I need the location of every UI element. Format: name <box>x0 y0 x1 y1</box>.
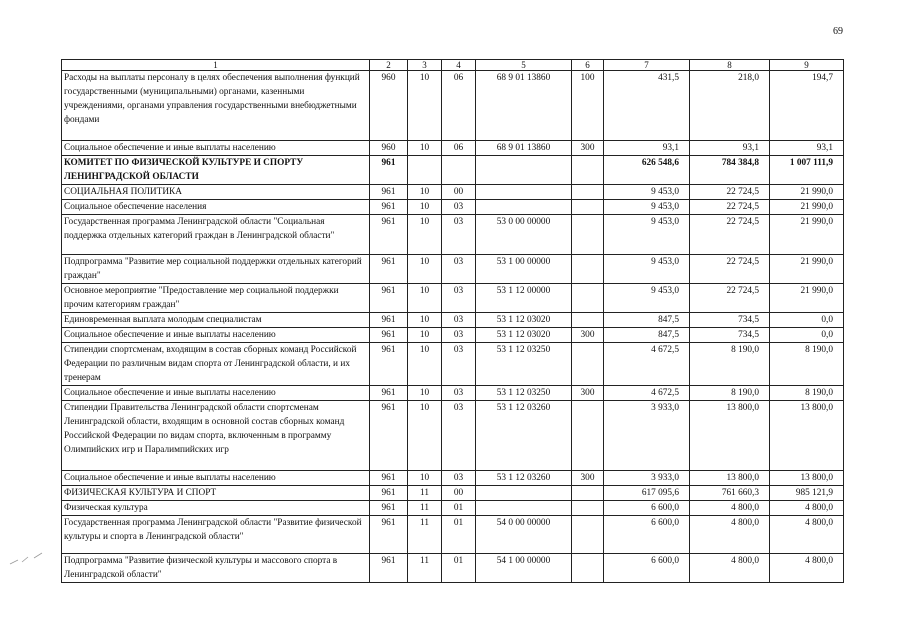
cell-c4: 06 <box>442 141 476 156</box>
cell-c2: 961 <box>370 554 408 583</box>
row-label: Основное мероприятие "Предоставление мер социальной поддержки прочим категориям граждан" <box>62 284 370 313</box>
cell-c3: 11 <box>408 554 442 583</box>
cell-c2: 961 <box>370 284 408 313</box>
cell-c6: 100 <box>572 71 604 141</box>
header-cell: 1 <box>62 60 370 71</box>
cell-c2: 961 <box>370 486 408 501</box>
cell-c9: 8 190,0 <box>770 386 844 401</box>
cell-c5: 53 0 00 00000 <box>476 215 572 255</box>
cell-c3: 10 <box>408 200 442 215</box>
cell-c6 <box>572 200 604 215</box>
cell-c5: 53 1 12 03020 <box>476 328 572 343</box>
cell-c8: 4 800,0 <box>690 501 770 516</box>
cell-c2: 961 <box>370 516 408 554</box>
cell-c9: 4 800,0 <box>770 516 844 554</box>
cell-c2: 961 <box>370 255 408 284</box>
cell-c2: 961 <box>370 156 408 185</box>
cell-c3: 11 <box>408 501 442 516</box>
cell-c8: 22 724,5 <box>690 215 770 255</box>
cell-c2: 961 <box>370 215 408 255</box>
cell-c9: 4 800,0 <box>770 554 844 583</box>
header-cell: 7 <box>604 60 690 71</box>
table-row <box>62 284 844 313</box>
row-label: Социальное обеспечение и иные выплаты населению <box>62 328 370 343</box>
table-row <box>62 313 844 328</box>
cell-c2: 961 <box>370 343 408 386</box>
cell-c4: 03 <box>442 343 476 386</box>
cell-c8: 4 800,0 <box>690 516 770 554</box>
cell-c7: 847,5 <box>604 328 690 343</box>
row-label: КОМИТЕТ ПО ФИЗИЧЕСКОЙ КУЛЬТУРЕ И СПОРТУ ЛЕНИНГРАДСКОЙ ОБЛАСТИ <box>62 156 370 185</box>
row-label: Подпрограмма "Развитие мер социальной поддержки отдельных категорий граждан" <box>62 255 370 284</box>
row-label: Единовременная выплата молодым специалистам <box>62 313 370 328</box>
row-label: Социальное обеспечение и иные выплаты населению <box>62 471 370 486</box>
cell-c2: 961 <box>370 401 408 471</box>
header-cell: 6 <box>572 60 604 71</box>
cell-c4: 00 <box>442 486 476 501</box>
table-row <box>62 71 844 141</box>
row-label: ФИЗИЧЕСКАЯ КУЛЬТУРА И СПОРТ <box>62 486 370 501</box>
cell-c9: 4 800,0 <box>770 501 844 516</box>
cell-c2: 961 <box>370 501 408 516</box>
pen-mark <box>8 548 48 568</box>
cell-c3 <box>408 156 442 185</box>
cell-c5: 53 1 12 00000 <box>476 284 572 313</box>
cell-c3: 10 <box>408 401 442 471</box>
cell-c8: 22 724,5 <box>690 255 770 284</box>
cell-c6: 300 <box>572 471 604 486</box>
table-row <box>62 141 844 156</box>
table-row <box>62 501 844 516</box>
cell-c6 <box>572 501 604 516</box>
table-row <box>62 185 844 200</box>
table-row <box>62 200 844 215</box>
table-row <box>62 328 844 343</box>
cell-c3: 10 <box>408 328 442 343</box>
table-row <box>62 516 844 554</box>
cell-c6 <box>572 185 604 200</box>
cell-c5 <box>476 185 572 200</box>
cell-c5 <box>476 156 572 185</box>
cell-c8: 22 724,5 <box>690 185 770 200</box>
cell-c4: 03 <box>442 328 476 343</box>
cell-c3: 11 <box>408 516 442 554</box>
cell-c7: 9 453,0 <box>604 200 690 215</box>
table-row <box>62 554 844 583</box>
cell-c3: 10 <box>408 343 442 386</box>
row-label: СОЦИАЛЬНАЯ ПОЛИТИКА <box>62 185 370 200</box>
cell-c2: 961 <box>370 471 408 486</box>
cell-c8: 8 190,0 <box>690 386 770 401</box>
row-label: Стипендии Правительства Ленинградской области спортсменам Ленинградской области, входящим в основной состав сборных команд Российской Федерации по видам спорта, включенным в программу Олимпийских игр и Паралимпийских игр <box>62 401 370 471</box>
budget-table <box>61 59 844 583</box>
row-label: Государственная программа Ленинградской области "Социальная поддержка отдельных категорий граждан в Ленинградской области" <box>62 215 370 255</box>
cell-c3: 10 <box>408 255 442 284</box>
cell-c5 <box>476 200 572 215</box>
cell-c7: 617 095,6 <box>604 486 690 501</box>
row-label: Социальное обеспечение и иные выплаты населению <box>62 141 370 156</box>
header-cell: 3 <box>408 60 442 71</box>
cell-c3: 10 <box>408 71 442 141</box>
cell-c4: 03 <box>442 255 476 284</box>
cell-c3: 10 <box>408 471 442 486</box>
cell-c9: 21 990,0 <box>770 284 844 313</box>
cell-c5: 53 1 12 03020 <box>476 313 572 328</box>
cell-c2: 961 <box>370 200 408 215</box>
cell-c5: 68 9 01 13860 <box>476 141 572 156</box>
cell-c9: 21 990,0 <box>770 255 844 284</box>
cell-c5: 53 1 12 03250 <box>476 343 572 386</box>
cell-c6 <box>572 401 604 471</box>
cell-c4: 06 <box>442 71 476 141</box>
cell-c3: 10 <box>408 215 442 255</box>
cell-c3: 10 <box>408 185 442 200</box>
cell-c7: 9 453,0 <box>604 284 690 313</box>
cell-c6 <box>572 255 604 284</box>
cell-c9: 21 990,0 <box>770 185 844 200</box>
cell-c3: 11 <box>408 486 442 501</box>
table-row <box>62 401 844 471</box>
header-cell: 5 <box>476 60 572 71</box>
cell-c8: 93,1 <box>690 141 770 156</box>
cell-c5: 53 1 00 00000 <box>476 255 572 284</box>
cell-c7: 6 600,0 <box>604 501 690 516</box>
row-label: Подпрограмма "Развитие физической культуры и массового спорта в Ленинградской области" <box>62 554 370 583</box>
cell-c6 <box>572 284 604 313</box>
cell-c2: 961 <box>370 328 408 343</box>
cell-c6 <box>572 215 604 255</box>
cell-c5: 53 1 12 03260 <box>476 471 572 486</box>
table-row <box>62 156 844 185</box>
cell-c8: 22 724,5 <box>690 200 770 215</box>
cell-c9: 985 121,9 <box>770 486 844 501</box>
cell-c8: 218,0 <box>690 71 770 141</box>
header-cell: 4 <box>442 60 476 71</box>
row-label: Расходы на выплаты персоналу в целях обеспечения выполнения функций государственными (муниципальными) органами, казенными учреждениями, органами управления государственными внебюджетными фондами <box>62 71 370 141</box>
cell-c5 <box>476 501 572 516</box>
cell-c4: 03 <box>442 401 476 471</box>
cell-c5: 68 9 01 13860 <box>476 71 572 141</box>
cell-c6: 300 <box>572 386 604 401</box>
cell-c6: 300 <box>572 328 604 343</box>
header-cell: 8 <box>690 60 770 71</box>
row-label: Социальное обеспечение и иные выплаты населению <box>62 386 370 401</box>
row-label: Государственная программа Ленинградской области "Развитие физической культуры и спорта в Ленинградской области" <box>62 516 370 554</box>
cell-c6 <box>572 313 604 328</box>
cell-c7: 626 548,6 <box>604 156 690 185</box>
header-cell: 2 <box>370 60 408 71</box>
cell-c7: 4 672,5 <box>604 343 690 386</box>
cell-c4 <box>442 156 476 185</box>
row-label: Стипендии спортсменам, входящим в состав сборных команд Российской Федерации по различным видам спорта от Ленинградской области, и их тренерам <box>62 343 370 386</box>
header-cell: 9 <box>770 60 844 71</box>
cell-c9: 0,0 <box>770 328 844 343</box>
cell-c6: 300 <box>572 141 604 156</box>
page-number: 69 <box>833 26 843 37</box>
cell-c9: 8 190,0 <box>770 343 844 386</box>
table-row <box>62 486 844 501</box>
cell-c8: 734,5 <box>690 328 770 343</box>
cell-c4: 03 <box>442 313 476 328</box>
cell-c7: 6 600,0 <box>604 554 690 583</box>
cell-c7: 847,5 <box>604 313 690 328</box>
cell-c7: 9 453,0 <box>604 215 690 255</box>
cell-c5: 54 1 00 00000 <box>476 554 572 583</box>
cell-c3: 10 <box>408 313 442 328</box>
cell-c3: 10 <box>408 284 442 313</box>
table-row <box>62 471 844 486</box>
cell-c6 <box>572 156 604 185</box>
table-row <box>62 343 844 386</box>
cell-c8: 734,5 <box>690 313 770 328</box>
row-label: Физическая культура <box>62 501 370 516</box>
cell-c2: 961 <box>370 185 408 200</box>
cell-c7: 9 453,0 <box>604 255 690 284</box>
cell-c5: 53 1 12 03260 <box>476 401 572 471</box>
cell-c4: 03 <box>442 215 476 255</box>
cell-c4: 01 <box>442 554 476 583</box>
cell-c4: 03 <box>442 200 476 215</box>
cell-c2: 960 <box>370 141 408 156</box>
cell-c9: 13 800,0 <box>770 471 844 486</box>
cell-c7: 4 672,5 <box>604 386 690 401</box>
cell-c6 <box>572 486 604 501</box>
cell-c7: 6 600,0 <box>604 516 690 554</box>
cell-c5 <box>476 486 572 501</box>
cell-c8: 8 190,0 <box>690 343 770 386</box>
cell-c5: 53 1 12 03250 <box>476 386 572 401</box>
cell-c4: 01 <box>442 516 476 554</box>
cell-c9: 21 990,0 <box>770 200 844 215</box>
cell-c9: 21 990,0 <box>770 215 844 255</box>
cell-c9: 194,7 <box>770 71 844 141</box>
cell-c7: 93,1 <box>604 141 690 156</box>
table-row <box>62 255 844 284</box>
cell-c4: 03 <box>442 471 476 486</box>
cell-c4: 03 <box>442 284 476 313</box>
cell-c9: 93,1 <box>770 141 844 156</box>
cell-c9: 0,0 <box>770 313 844 328</box>
cell-c8: 4 800,0 <box>690 554 770 583</box>
table-row <box>62 386 844 401</box>
cell-c6 <box>572 554 604 583</box>
row-label: Социальное обеспечение населения <box>62 200 370 215</box>
cell-c6 <box>572 516 604 554</box>
cell-c7: 3 933,0 <box>604 471 690 486</box>
cell-c4: 00 <box>442 185 476 200</box>
cell-c7: 9 453,0 <box>604 185 690 200</box>
cell-c4: 03 <box>442 386 476 401</box>
table-row <box>62 215 844 255</box>
cell-c8: 13 800,0 <box>690 401 770 471</box>
header-row <box>62 60 844 71</box>
cell-c8: 22 724,5 <box>690 284 770 313</box>
cell-c9: 1 007 111,9 <box>770 156 844 185</box>
cell-c8: 761 660,3 <box>690 486 770 501</box>
cell-c9: 13 800,0 <box>770 401 844 471</box>
cell-c4: 01 <box>442 501 476 516</box>
cell-c8: 13 800,0 <box>690 471 770 486</box>
cell-c7: 3 933,0 <box>604 401 690 471</box>
cell-c2: 961 <box>370 313 408 328</box>
cell-c7: 431,5 <box>604 71 690 141</box>
cell-c2: 961 <box>370 386 408 401</box>
cell-c3: 10 <box>408 386 442 401</box>
cell-c5: 54 0 00 00000 <box>476 516 572 554</box>
cell-c8: 784 384,8 <box>690 156 770 185</box>
cell-c3: 10 <box>408 141 442 156</box>
cell-c2: 960 <box>370 71 408 141</box>
cell-c6 <box>572 343 604 386</box>
